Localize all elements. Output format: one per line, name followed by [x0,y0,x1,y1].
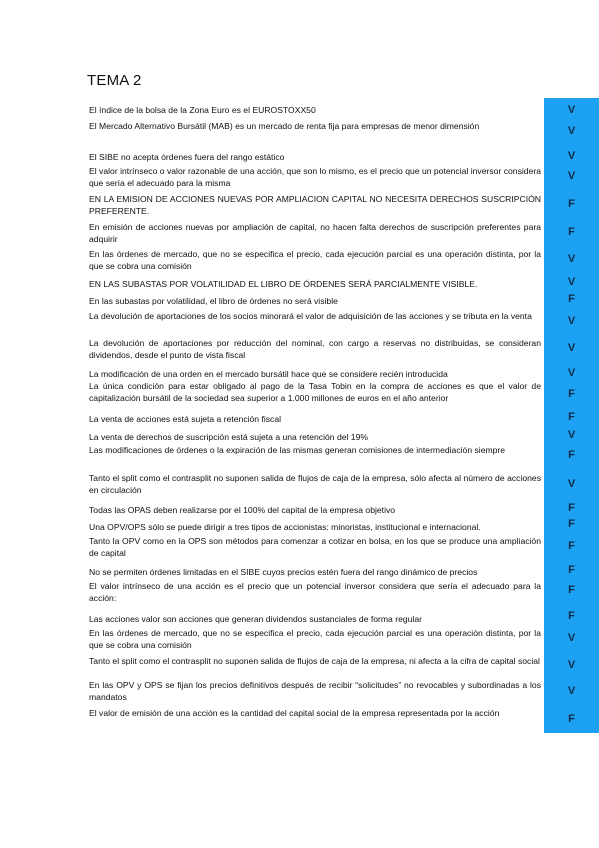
answer-mark: V [567,253,576,265]
answer-mark: F [568,540,575,552]
statement-text: EN LA EMISION DE ACCIONES NUEVAS POR AMPLIACION CAPITAL NO NECESITA DERECHOS SUSCRIPCIÓN PREFERENTE. [89,194,541,216]
answer-mark: F [568,388,575,400]
answer-mark: V [567,315,576,327]
statement-text: La venta de derechos de suscripción está sujeta a una retención del 19% [89,432,369,442]
answer-mark: V [567,150,576,162]
statement-text: El Mercado Alternativo Bursátil (MAB) es un mercado de renta fija para empresas de menor dimensión [89,121,480,131]
answer-mark: V [567,342,576,354]
answer-mark: F [568,584,575,596]
statement-text: Las acciones valor son acciones que generan dividendos sustanciales de forma regular [89,614,422,624]
statement-text: El valor de emisión de una acción es la cantidad del capital social de la empresa representada por la acción [89,708,500,718]
answer-mark: V [567,659,576,671]
answer-mark: V [567,125,576,137]
answer-mark: V [567,170,576,182]
answer-mark: F [568,713,575,725]
answer-mark: V [567,104,576,116]
statement-text: En las subastas por volatilidad, el libro de órdenes no será visible [89,296,338,306]
answer-mark: V [567,478,576,490]
answer-mark: F [568,226,575,238]
answer-mark: F [568,518,575,530]
answer-mark: F [568,411,575,423]
statement-text: EN LAS SUBASTAS POR VOLATILIDAD EL LIBRO DE ÓRDENES SERÁ PARCIALMENTE VISIBLE. [89,279,478,289]
statement-text: El valor intrínseco o valor razonable de una acción, que son lo mismo, es el precio que un potencial inversor considera que sería el adecuado para la misma [89,166,541,188]
statement-text: La venta de acciones está sujeta a retención fiscal [89,414,282,424]
statement-text: Tanto el split como el contrasplit no suponen salida de flujos de caja de la empresa, sólo afecta al número de acciones en circulación [89,473,541,495]
answer-mark: V [567,632,576,644]
statement-text: Una OPV/OPS sólo se puede dirigir a tres tipos de accionistas: minoristas, institucional e internacional. [89,522,481,532]
statement-text: En las órdenes de mercado, que no se especifica el precio, cada ejecución parcial es una operación distinta, por la que se cobra una comisión [89,249,541,271]
statement-text: La única condición para estar obligado al pago de la Tasa Tobin en la compra de acciones es que el valor de capitalización bursátil de la sociedad sea superior a 1.000 millones de euros en el año anterior [89,381,541,403]
answer-mark: V [567,429,576,441]
answer-mark: F [568,198,575,210]
statement-text: En emisión de acciones nuevas por ampliación de capital, no hacen falta derechos de suscripción preferentes para adquirir [89,222,541,244]
statement-text: Tanto la OPV como en la OPS son métodos para comenzar a cotizar en bolsa, en los que se produce una ampliación de capital [89,536,541,558]
statement-text: En las OPV y OPS se fijan los precios definitivos después de recibir “solicitudes” no revocables y subordinadas a los mandatos [89,680,541,702]
statement-text: Tanto el split como el contrasplit no suponen salida de flujos de caja de la empresa, ni afecta a la cifra de capital social [89,656,540,666]
answer-mark: V [567,276,576,288]
statement-text: No se permiten órdenes limitadas en el SIBE cuyos precios estén fuera del rango dinámico de precios [89,567,478,577]
statement-text: El valor intrínseco de una acción es el precio que un potencial inversor considera que sería el adecuado para la acción: [89,581,541,603]
statement-text: La devolución de aportaciones por reducción del nominal, con cargo a reservas no distribuidas, se consideran dividendos, desde el punto de vista fiscal [89,338,541,360]
answer-mark: V [567,685,576,697]
answer-mark: F [568,502,575,514]
statement-text: La modificación de una orden en el mercado bursátil hace que se considere recién introducida [89,369,448,379]
statement-text: Todas las OPAS deben realizarse por el 100% del capital de la empresa objetivo [89,505,396,515]
answer-mark: F [568,449,575,461]
statement-text: El índice de la bolsa de la Zona Euro es el EUROSTOXX50 [89,105,316,115]
answer-mark: F [568,293,575,305]
page-title: TEMA 2 [87,72,142,89]
statement-text: Las modificaciones de órdenes o la expiración de las mismas generan comisiones de intermediación siempre [89,445,506,455]
statement-text: La devolución de aportaciones de los socios minorará el valor de adquisición de las acciones y se tributa en la venta [89,311,532,321]
answer-mark: F [568,564,575,576]
statement-text: En las órdenes de mercado, que no se especifica el precio, cada ejecución parcial es una operación distinta, por la que se cobra una comisión [89,628,541,650]
answer-mark: F [568,610,575,622]
answer-mark: V [567,367,576,379]
statement-text: El SIBE no acepta órdenes fuera del rango estático [89,152,285,162]
